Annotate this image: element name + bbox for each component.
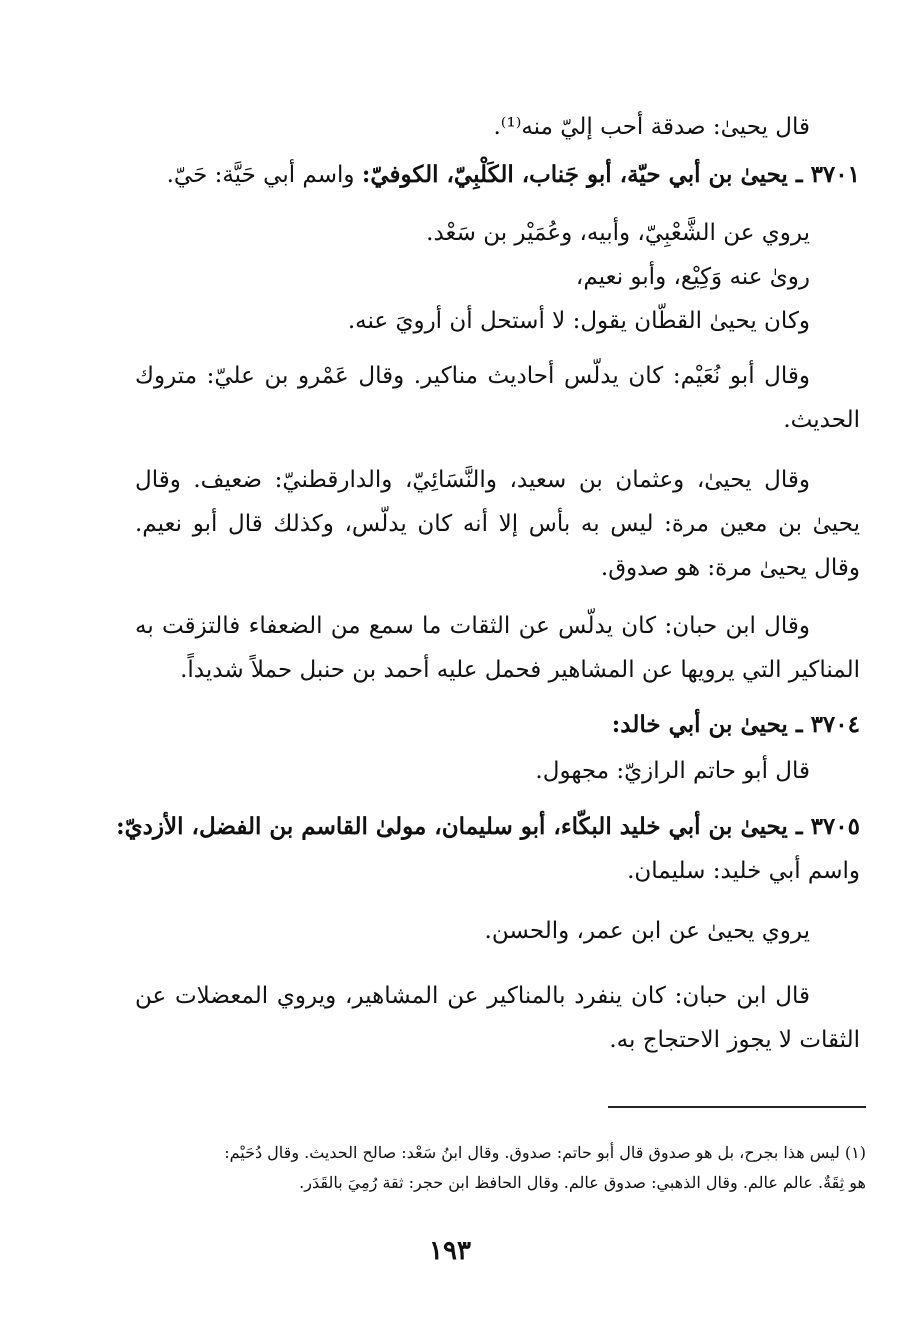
entry-heading-3705: ٣٧٠٥ ـ يحيىٰ بن أبي خليد البكّاء، أبو سليمان، مولىٰ القاسم بن الفضل، الأزديّ: <box>116 813 860 840</box>
entry-heading-tail: واسم أبي حَيَّة: حَيّ. <box>166 162 355 188</box>
paragraph: وقال ابن حبان: كان يدلّس عن الثقات ما سمع من الضعفاء فالتزقت به المناكير التي يرويها عن المشاهير فحمل عليه أحمد بن حنبل حملاً شديداً. <box>135 613 860 683</box>
paragraph: قال ابن حبان: كان ينفرد بالمناكير عن المشاهير، ويروي المعضلات عن الثقات لا يجوز الاحتجاج به. <box>135 983 860 1053</box>
entry-heading-3704: ٣٧٠٤ ـ يحيىٰ بن أبي خالد: <box>611 711 860 738</box>
text-line: يروي يحيىٰ عن ابن عمر، والحسن. <box>484 918 810 944</box>
text-line: وكان يحيىٰ القطّان يقول: لا أستحل أن أرويَ عنه. <box>347 308 810 334</box>
text-line: قال يحيىٰ: صدقة أحب إليّ منه⁽¹⁾. <box>493 114 810 140</box>
text-line: يروي عن الشَّعْبِيّ، وأبيه، وعُمَيْر بن سَعْد. <box>426 220 810 246</box>
entry-heading-3701 <box>167 160 860 190</box>
page-number: ١٩٣ <box>429 1236 471 1266</box>
text-line: روىٰ عنه وَكِيْع، وأبو نعيم، <box>575 264 810 290</box>
footnote-line: (١) ليس هذا بجرح، بل هو صدوق قال أبو حاتم: صدوق. وقال ابنُ سَعْد: صالح الحديث. وقال دُحَيْم: <box>224 1143 866 1162</box>
paragraph: وقال يحيىٰ، وعثمان بن سعيد، والنَّسَائِيّ، والدارقطنيّ: ضعيف. وقال يحيىٰ بن معين مرة: ليس به بأس إلا أنه كان يدلّس، وكذلك قال أبو نعيم. وقال يحيىٰ مرة: هو صدوق. <box>135 467 860 581</box>
footnote-line: هو ثِقَةٌ. عالم عالم. وقال الذهبي: صدوق عالم. وقال الحافظ ابن حجر: ثقة رُمِيَ بالقَدَر. <box>299 1173 866 1192</box>
text-line: قال أبو حاتم الرازيّ: مجهول. <box>535 758 810 784</box>
footnote-divider <box>608 1106 866 1108</box>
text-line: واسم أبي خليد: سليمان. <box>627 858 860 884</box>
paragraph: وقال أبو نُعَيْم: كان يدلّس أحاديث مناكير. وقال عَمْرو بن عليّ: متروك الحديث. <box>135 363 860 433</box>
entry-heading-text: ٣٧٠١ ـ يحيىٰ بن أبي حيّة، أبو جَناب، الكَلْبِيّ، الكوفيّ: <box>361 161 860 188</box>
